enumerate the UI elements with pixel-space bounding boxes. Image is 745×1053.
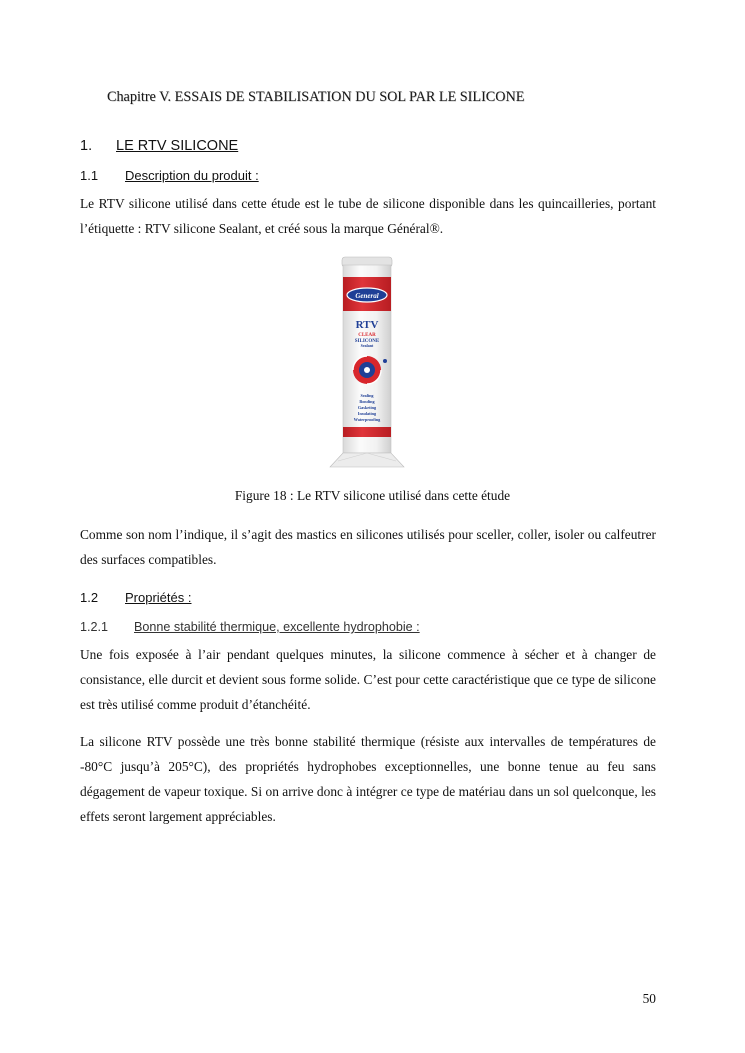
description-paragraph: Le RTV silicone utilisé dans cette étude est le tube de silicone disponible dans les quincailleries, portant l’étiquette : RTV silicone Sealant, et créé sous la marque Général®.	[80, 196, 656, 236]
silicone-tube-image	[320, 255, 415, 475]
tube-label-clear: CLEAR	[358, 333, 376, 338]
section-1-1-heading	[80, 168, 259, 183]
section-1-1-number: 1.1	[80, 168, 99, 183]
section-1-heading	[80, 138, 238, 154]
swirl-logo-icon	[353, 356, 381, 384]
use-gasketing: Gasketing	[357, 405, 377, 410]
section-1-2-title: Propriétés :	[125, 590, 192, 605]
figure-caption: Figure 18 : Le RTV silicone utilisé dans cette étude	[234, 488, 511, 503]
use-insulating: Insulating	[357, 411, 377, 416]
use-waterproofing: Waterproofing	[353, 417, 381, 422]
use-sealing: Sealing	[360, 393, 374, 398]
tube-label-rtv: RTV	[355, 319, 379, 331]
section-1-2-heading	[80, 590, 191, 605]
section-1-2-1-heading	[80, 620, 420, 634]
tube-label-silicone: SILICONE	[354, 339, 380, 344]
usage-paragraph: Comme son nom l’indique, il s’agit des mastics en silicones utilisés pour sceller, coller, isoler ou calfeutrer des surfaces compatibles.	[80, 527, 656, 567]
silicone-tube-figure	[320, 255, 415, 475]
brand-logo-text: General	[355, 292, 379, 300]
page-number: 50	[642, 991, 656, 1006]
section-1-title: LE RTV SILICONE	[116, 138, 239, 154]
tube-label-sealant: Sealant	[360, 343, 374, 348]
section-1-2-1-number: 1.2.1	[80, 620, 109, 634]
chapter-header: Chapitre V. ESSAIS DE STABILISATION DU SOL PAR LE SILICONE	[107, 89, 525, 105]
thermal-stability-paragraph: La silicone RTV possède une très bonne stabilité thermique (résiste aux intervalles de températures de -80°C jusqu’à 205°C), des propriétés hydrophobes exceptionnelles, une bonne tenue au feu sans dégagement de vapeur toxique. Si on arrive donc à intégrer ce type de matériau dans un sol quelconque, les effets seront largement appréciables.	[80, 734, 656, 824]
section-1-1-title: Description du produit :	[125, 168, 259, 183]
section-1-2-1-title: Bonne stabilité thermique, excellente hydrophobie :	[134, 620, 420, 634]
section-1-number: 1.	[80, 138, 93, 154]
drying-paragraph: Une fois exposée à l’air pendant quelques minutes, la silicone commence à sécher et à changer de consistance, elle durcit et devient sous forme solide. C’est pour cette caractéristique que ce type de silicone est très utilisé comme produit d’étanchéité.	[80, 647, 656, 712]
use-bonding: Bonding	[359, 399, 375, 404]
section-1-2-number: 1.2	[80, 590, 99, 605]
